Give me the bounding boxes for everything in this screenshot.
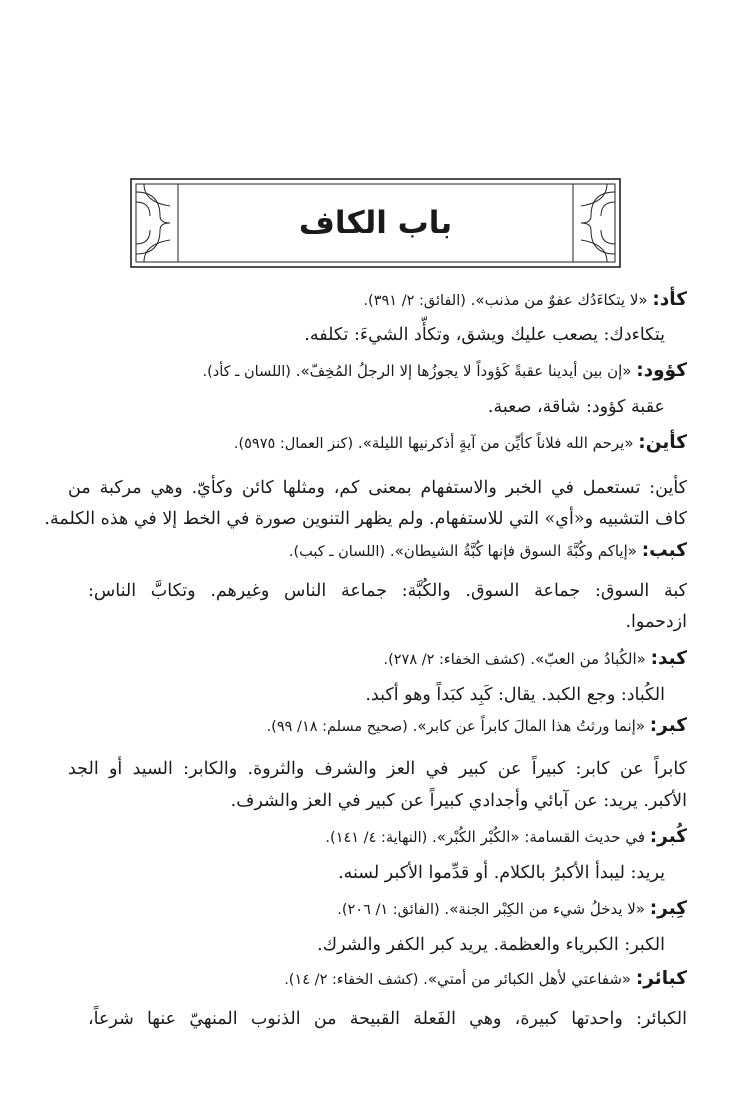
definition-line: الأكبر. يريد: عن آبائي وأجدادي كبيراً عن كبير في العز والشرف. (230, 791, 687, 811)
definition-line: يريد: ليبدأ الأكبرُ بالكلام. أو قدِّموا الأكبر لسنه. (338, 863, 665, 883)
headword: كأد: (652, 289, 687, 310)
source-citation: (كشف الخفاء: ٢/ ١٤). (284, 972, 419, 988)
source-citation: (صحيح مسلم: ١٨/ ٩٩). (266, 719, 408, 735)
definition-line: يتكاءدك: يصعب عليك ويشق، وتكأّد الشيءَ: تكلفه. (304, 325, 665, 345)
entry-line (203, 358, 688, 385)
entry-line (325, 824, 687, 851)
entry-line (289, 538, 687, 565)
headword: كبد: (650, 648, 687, 669)
source-citation: (الفائق: ٢/ ٣٩١). (363, 293, 466, 309)
headword: كؤود: (636, 360, 687, 381)
chapter-title: باب الكاف (298, 205, 453, 241)
entry-line (267, 713, 687, 740)
hadith-text: «لا يتكاءَدُك عفوٌ من مذنب». (465, 291, 653, 309)
source-citation: (كنز العمال: ٥٩٧٥). (233, 436, 354, 452)
definition-line: كبة السوق: جماعة السوق. والكُبَّة: جماعة الناس وغيرهم. وتكابَّ الناس: (88, 581, 687, 601)
hadith-text: «إياكم وكُبَّةَ السوق فإنها كُبَّةُ الشيطان». (385, 542, 642, 560)
hadith-text: في حديث القسامة: «الكُبْر الكُبْر». (427, 828, 650, 846)
definition-line: الكبائر: واحدتها كبيرة، وهي الفَعلة القبيحة من الذنوب المنهيّ عنها شرعاً، (88, 1009, 687, 1029)
headword: كبب: (641, 540, 687, 561)
definition-line: كاف التشبيه و«أي» التي للاستفهام. ولم يظهر التنوين صورة في الخط إلا في هذه الكلمة. (44, 509, 687, 529)
definition-line: ازدحموا. (625, 612, 687, 632)
hadith-text: «يرحم الله فلاناً كأيِّن من آيةٍ أذكرنيها الليلة». (353, 434, 639, 452)
definition-line: كأين: تستعمل في الخبر والاستفهام بمعنى كم، ومثلها كائن وكأيّ. وهي مركبة من (68, 478, 687, 498)
source-citation: (اللسان ـ كبب). (288, 544, 386, 560)
entry-line (337, 896, 687, 923)
headword: كبائر: (635, 968, 687, 989)
hadith-text: «شفاعتي لأهل الكبائر من أمتي». (418, 970, 636, 988)
entry-line (383, 646, 687, 673)
headword: كُبر: (649, 826, 687, 847)
hadith-text: «إنما ورثتُ هذا المالَ كابراً عن كابر». (407, 717, 650, 735)
headword: كِبر: (649, 898, 687, 919)
source-citation: (كشف الخفاء: ٢/ ٢٧٨). (383, 652, 526, 668)
chapter-title-frame (130, 178, 621, 268)
definition-line: كابراً عن كابر: كبيراً عن كبير في العز والشرف والثروة. والكابر: السيد أو الجد (68, 759, 687, 779)
definition-line: عقبة كؤود: شاقة، صعبة. (487, 397, 665, 417)
headword: كأين: (638, 432, 687, 453)
definition-line: الكبر: الكبرياء والعظمة. يريد كبر الكفر والشرك. (317, 935, 665, 955)
definition-line: الكُباد: وجع الكبد. يقال: كَبِد كبَداً وهو أكبد. (365, 685, 665, 705)
hadith-text: «الكُبادُ من العبّ». (525, 650, 651, 668)
headword: كبر: (649, 715, 687, 736)
entry-line (284, 966, 687, 993)
entry-line (363, 287, 687, 314)
entry-line (234, 430, 687, 457)
source-citation: (اللسان ـ كأد). (202, 364, 291, 380)
hadith-text: «لا يدخلُ شيء من الكِبْر الجنة». (439, 900, 650, 918)
hadith-text: «إن بين أيدينا عقبةً كَؤوداً لا يجوزُها إلا الرجلُ المُخِفّ». (290, 362, 637, 380)
source-citation: (الفائق: ١/ ٢٠٦). (337, 902, 440, 918)
source-citation: (النهاية: ٤/ ١٤١). (325, 830, 428, 846)
